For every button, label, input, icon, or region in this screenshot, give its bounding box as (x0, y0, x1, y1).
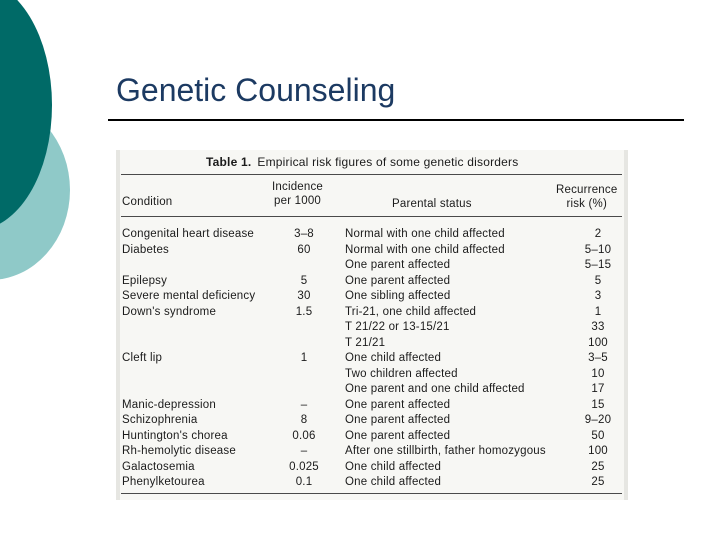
header-recurrence-line2: risk (%) (566, 198, 608, 210)
table-rule-top (121, 174, 622, 175)
cell-incidence: – (300, 445, 308, 457)
scanned-table (116, 150, 628, 500)
cell-parental-status: One sibling affected (345, 290, 451, 302)
header-incidence-line2: per 1000 (274, 195, 322, 207)
cell-recurrence: 25 (591, 476, 605, 488)
table-row (116, 444, 628, 460)
header-recurrence-line1: Recurrence (556, 184, 618, 196)
cell-condition: Galactosemia (122, 460, 195, 473)
cell-recurrence: 100 (588, 445, 608, 457)
cell-condition: Congenital heart disease (122, 228, 255, 240)
cell-recurrence: 3 (594, 290, 602, 302)
cell-recurrence: 25 (591, 460, 605, 473)
cell-incidence: 30 (297, 290, 311, 302)
cell-recurrence: 17 (591, 383, 605, 395)
cell-parental-status: One child affected (345, 476, 442, 488)
table-row (116, 475, 628, 491)
table-caption-label: Table 1. (206, 155, 252, 169)
table-caption (206, 155, 518, 169)
cell-incidence: 5 (300, 274, 308, 287)
cell-parental-status: T 21/22 or 13-15/21 (345, 321, 450, 333)
cell-incidence: 1 (300, 352, 308, 364)
cell-incidence: 8 (300, 414, 308, 426)
table-row (116, 460, 628, 476)
table-row (116, 367, 628, 383)
table-row (116, 227, 628, 243)
cell-condition: Huntington's chorea (122, 429, 228, 442)
cell-recurrence: 50 (591, 429, 605, 442)
cell-recurrence: 5–10 (584, 243, 612, 256)
cell-incidence: 60 (297, 243, 311, 256)
table-row (116, 336, 628, 352)
cell-parental-status: One parent and one child affected (345, 383, 525, 395)
cell-condition: Diabetes (122, 243, 169, 256)
table-caption-text: Empirical risk figures of some genetic disorders (257, 155, 519, 169)
cell-parental-status: Normal with one child affected (345, 228, 505, 240)
cell-parental-status: After one stillbirth, father homozygous (345, 445, 546, 457)
cell-parental-status: One parent affected (345, 429, 451, 442)
cell-incidence: 3–8 (294, 228, 314, 240)
cell-condition: Schizophrenia (122, 414, 198, 426)
slide-title: Genetic Counseling (116, 72, 396, 108)
cell-parental-status: Two children affected (345, 367, 458, 380)
table-row (116, 305, 628, 321)
cell-condition: Severe mental deficiency (122, 290, 256, 302)
cell-recurrence: 5–15 (584, 259, 612, 271)
cell-parental-status: Tri-21, one child affected (345, 305, 477, 318)
table-row (116, 351, 628, 367)
cell-parental-status: One parent affected (345, 259, 451, 271)
cell-recurrence: 9–20 (584, 414, 612, 426)
table-row (116, 274, 628, 290)
cell-incidence: 1.5 (295, 305, 313, 318)
cell-recurrence: 15 (591, 398, 605, 411)
header-parental-status: Parental status (392, 198, 472, 210)
cell-incidence: 0.06 (292, 429, 316, 442)
cell-condition: Phenylketourea (122, 476, 205, 488)
cell-condition: Down's syndrome (122, 305, 217, 318)
cell-recurrence: 1 (594, 305, 602, 318)
cell-recurrence: 10 (591, 367, 605, 380)
cell-parental-status: One parent affected (345, 274, 451, 287)
cell-parental-status: One child affected (345, 352, 442, 364)
cell-condition: Epilepsy (122, 274, 168, 287)
cell-incidence: – (300, 398, 308, 411)
header-incidence-line1: Incidence (272, 181, 324, 193)
cell-recurrence: 5 (594, 274, 602, 287)
table-row (116, 398, 628, 414)
table-rule-bottom (121, 493, 622, 494)
header-incidence (272, 180, 323, 208)
cell-condition: Manic-depression (122, 398, 216, 411)
table-row (116, 320, 628, 336)
cell-parental-status: One parent affected (345, 414, 451, 426)
cell-recurrence: 2 (594, 228, 602, 240)
cell-incidence: 0.025 (289, 460, 319, 473)
header-condition: Condition (122, 196, 173, 208)
cell-recurrence: 3–5 (588, 352, 608, 364)
table-row (116, 429, 628, 445)
table-body (116, 227, 628, 491)
table-row (116, 258, 628, 274)
cell-parental-status: One child affected (345, 460, 442, 473)
cell-recurrence: 100 (588, 336, 608, 349)
cell-condition: Cleft lip (122, 352, 163, 364)
table-row (116, 382, 628, 398)
cell-recurrence: 33 (591, 321, 605, 333)
cell-condition: Rh-hemolytic disease (122, 445, 236, 457)
cell-incidence: 0.1 (295, 476, 313, 488)
table-row (116, 413, 628, 429)
table-rule-header (121, 216, 622, 217)
cell-parental-status: Normal with one child affected (345, 243, 505, 256)
cell-parental-status: One parent affected (345, 398, 451, 411)
table-row (116, 243, 628, 259)
cell-parental-status: T 21/21 (345, 336, 386, 349)
table-row (116, 289, 628, 305)
title-underline (108, 119, 684, 121)
header-recurrence (556, 183, 617, 211)
